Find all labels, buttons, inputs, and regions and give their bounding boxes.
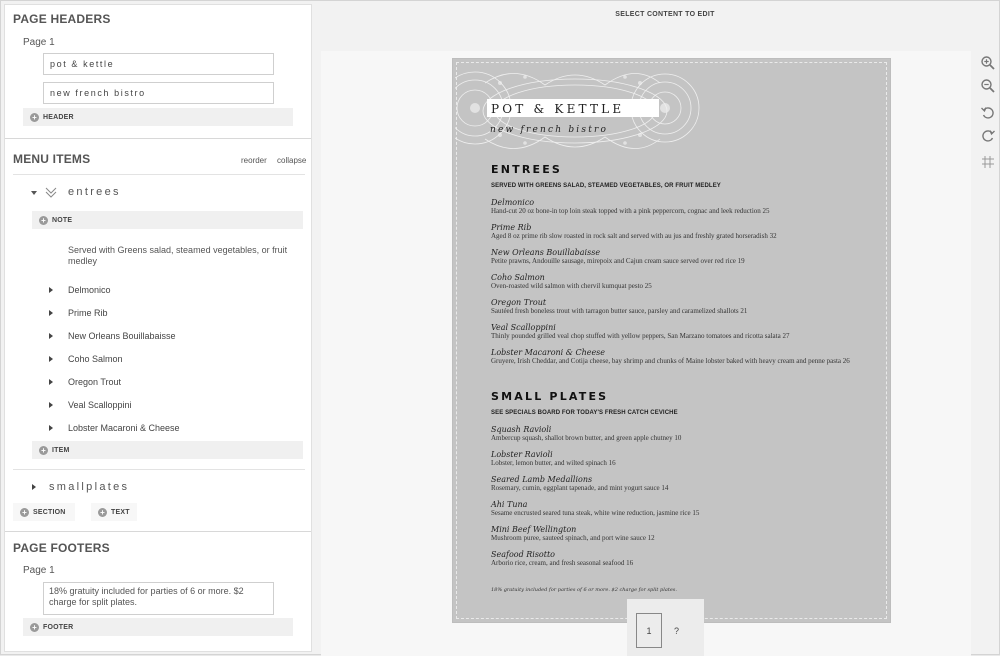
header-input-1[interactable]: pot & kettle (43, 53, 274, 75)
expand-item-toggle[interactable] (49, 379, 53, 385)
expand-smallplates-toggle[interactable] (32, 484, 36, 490)
add-text-label: TEXT (111, 508, 130, 516)
menu-item-desc[interactable]: Mushroom puree, sauteed spinach, and port wine sauce 12 (491, 534, 655, 542)
add-icon: + (20, 508, 29, 517)
menu-note-entrees[interactable]: SERVED WITH GREENS SALAD, STEAMED VEGETABLES, OR FRUIT MEDLEY (491, 183, 721, 189)
menu-item-desc[interactable]: Hand-cut 20 oz bone-in top loin steak topped with a pink peppercorn, cognac and leek reduction 25 (491, 207, 770, 215)
drag-chevrons-icon[interactable] (45, 186, 57, 200)
add-icon: + (30, 113, 39, 122)
menu-item-bouillabaisse[interactable]: New Orleans Bouillabaisse (68, 331, 176, 341)
menu-section-small-plates[interactable]: SMALL PLATES (491, 390, 609, 403)
editor-title: SELECT CONTENT TO EDIT (615, 11, 715, 18)
add-icon: + (30, 623, 39, 632)
add-header-label: HEADER (43, 113, 74, 121)
menu-item-title[interactable]: Prime Rib (491, 223, 532, 232)
add-icon: + (98, 508, 107, 517)
menu-item-title[interactable]: Squash Ravioli (491, 425, 552, 434)
menu-items-title: MENU ITEMS (13, 152, 91, 166)
zoom-out-icon[interactable] (980, 78, 996, 94)
left-panel (4, 4, 312, 652)
menu-item-title[interactable]: Coho Salmon (491, 273, 545, 282)
category-entrees[interactable]: entrees (68, 186, 121, 198)
menu-brand[interactable]: POT & KETTLE (491, 102, 625, 116)
menu-item-desc[interactable]: Arborio rice, cream, and fresh seasonal seafood 16 (491, 559, 634, 567)
divider (13, 469, 305, 470)
add-item-label: ITEM (52, 446, 70, 454)
add-footer-label: FOOTER (43, 623, 74, 631)
menu-item-desc[interactable]: Sautéed fresh boneless trout with tarragon butter sauce, parsley and caramelized shallots 21 (491, 307, 748, 315)
note-text[interactable]: Served with Greens salad, steamed vegetables, or fruit medley (68, 245, 288, 266)
menu-item-desc[interactable]: Oven-roasted wild salmon with chervil kumquat pesto 25 (491, 282, 652, 290)
expand-item-toggle[interactable] (49, 310, 53, 316)
menu-item-desc[interactable]: Ambercup squash, shallot brown butter, and green apple chutney 10 (491, 434, 682, 442)
expand-item-toggle[interactable] (49, 287, 53, 293)
menu-item-title[interactable]: Seafood Risotto (491, 550, 555, 559)
menu-item-title[interactable]: New Orleans Bouillabaisse (491, 248, 601, 257)
page-footers-title: PAGE FOOTERS (13, 541, 110, 555)
menu-preview[interactable] (452, 58, 891, 623)
menu-section-entrees[interactable]: ENTREES (491, 163, 563, 176)
add-footer-button[interactable] (23, 618, 293, 636)
menu-item-desc[interactable]: Sesame encrusted seared tuna steak, white wine reduction, jasmine rice 15 (491, 509, 700, 517)
header-input-2[interactable]: new french bistro (43, 82, 274, 104)
add-section-label: SECTION (33, 508, 66, 516)
menu-note-small-plates[interactable]: SEE SPECIALS BOARD FOR TODAY'S FRESH CATCH CEVICHE (491, 410, 678, 416)
divider (5, 531, 312, 532)
menu-item-desc[interactable]: Aged 8 oz prime rib slow roasted in rock salt and served with au jus and freshly grated horseradish 32 (491, 232, 777, 240)
menu-subtitle[interactable]: new french bistro (490, 125, 609, 135)
menu-item-prime-rib[interactable]: Prime Rib (68, 308, 108, 318)
menu-item-title[interactable]: Veal Scalloppini (491, 323, 556, 332)
menu-item-desc[interactable]: Petite prawns, Andouille sausage, mirepoix and Cajun cream sauce served over red rice 19 (491, 257, 745, 265)
footer-text-input[interactable]: 18% gratuity included for parties of 6 or more. $2 charge for split plates. (43, 582, 274, 615)
divider (13, 174, 305, 175)
menu-item-title[interactable]: Mini Beef Wellington (491, 525, 577, 534)
menu-item-desc[interactable]: Thinly pounded grilled veal chop stuffed with yellow peppers, San Marzano tomatoes and ricotta salata 27 (491, 332, 790, 340)
menu-item-title[interactable]: Ahi Tuna (491, 500, 528, 509)
reorder-link[interactable]: reorder (241, 156, 267, 165)
page-headers-page-label: Page 1 (23, 37, 55, 48)
page-headers-title: PAGE HEADERS (13, 12, 111, 26)
menu-item-title[interactable]: Lobster Macaroni & Cheese (491, 348, 606, 357)
add-header-button[interactable] (23, 108, 293, 126)
menu-item-lobster-mac[interactable]: Lobster Macaroni & Cheese (68, 423, 180, 433)
menu-item-desc[interactable]: Gruyere, Irish Cheddar, and Cotija cheese, bay shrimp and chunks of Maine lobster baked with heavy cream and penne pasta 26 (491, 357, 850, 365)
page-1-thumb[interactable]: 1 (636, 613, 662, 648)
collapse-link[interactable]: collapse (277, 156, 307, 165)
page-footers-page-label: Page 1 (23, 565, 55, 576)
menu-item-oregon-trout[interactable]: Oregon Trout (68, 377, 122, 387)
category-smallplates[interactable]: smallplates (49, 481, 130, 493)
expand-item-toggle[interactable] (49, 425, 53, 431)
menu-item-desc[interactable]: Rosemary, cumin, eggplant tapenade, and mint yogurt sauce 14 (491, 484, 669, 492)
menu-item-title[interactable]: Delmonico (491, 198, 535, 207)
zoom-in-icon[interactable] (980, 55, 996, 71)
page-navigator (627, 599, 704, 656)
menu-item-coho-salmon[interactable]: Coho Salmon (68, 354, 123, 364)
menu-item-delmonico[interactable]: Delmonico (68, 285, 111, 295)
add-text-button[interactable] (91, 503, 137, 521)
redo-icon[interactable] (980, 128, 996, 144)
divider (5, 138, 312, 139)
menu-footer-text[interactable]: 18% gratuity included for parties of 6 or more. $2 charge for split plates. (491, 587, 677, 593)
menu-item-veal-scalloppini[interactable]: Veal Scalloppini (68, 400, 132, 410)
expand-item-toggle[interactable] (49, 356, 53, 362)
collapse-entrees-toggle[interactable] (31, 191, 37, 195)
menu-item-title[interactable]: Oregon Trout (491, 298, 547, 307)
add-note-label: NOTE (52, 216, 73, 224)
expand-item-toggle[interactable] (49, 402, 53, 408)
add-note-button[interactable] (32, 211, 303, 229)
add-icon: + (39, 446, 48, 455)
add-section-button[interactable] (13, 503, 75, 521)
expand-item-toggle[interactable] (49, 333, 53, 339)
add-item-button[interactable] (32, 441, 303, 459)
menu-item-desc[interactable]: Lobster, lemon butter, and wilted spinach 16 (491, 459, 616, 467)
add-icon: + (39, 216, 48, 225)
menu-item-title[interactable]: Lobster Ravioli (491, 450, 553, 459)
page-add-thumb[interactable]: ? (674, 626, 680, 636)
grid-icon[interactable] (980, 154, 996, 170)
menu-item-title[interactable]: Seared Lamb Medallions (491, 475, 593, 484)
undo-icon[interactable] (980, 105, 996, 121)
